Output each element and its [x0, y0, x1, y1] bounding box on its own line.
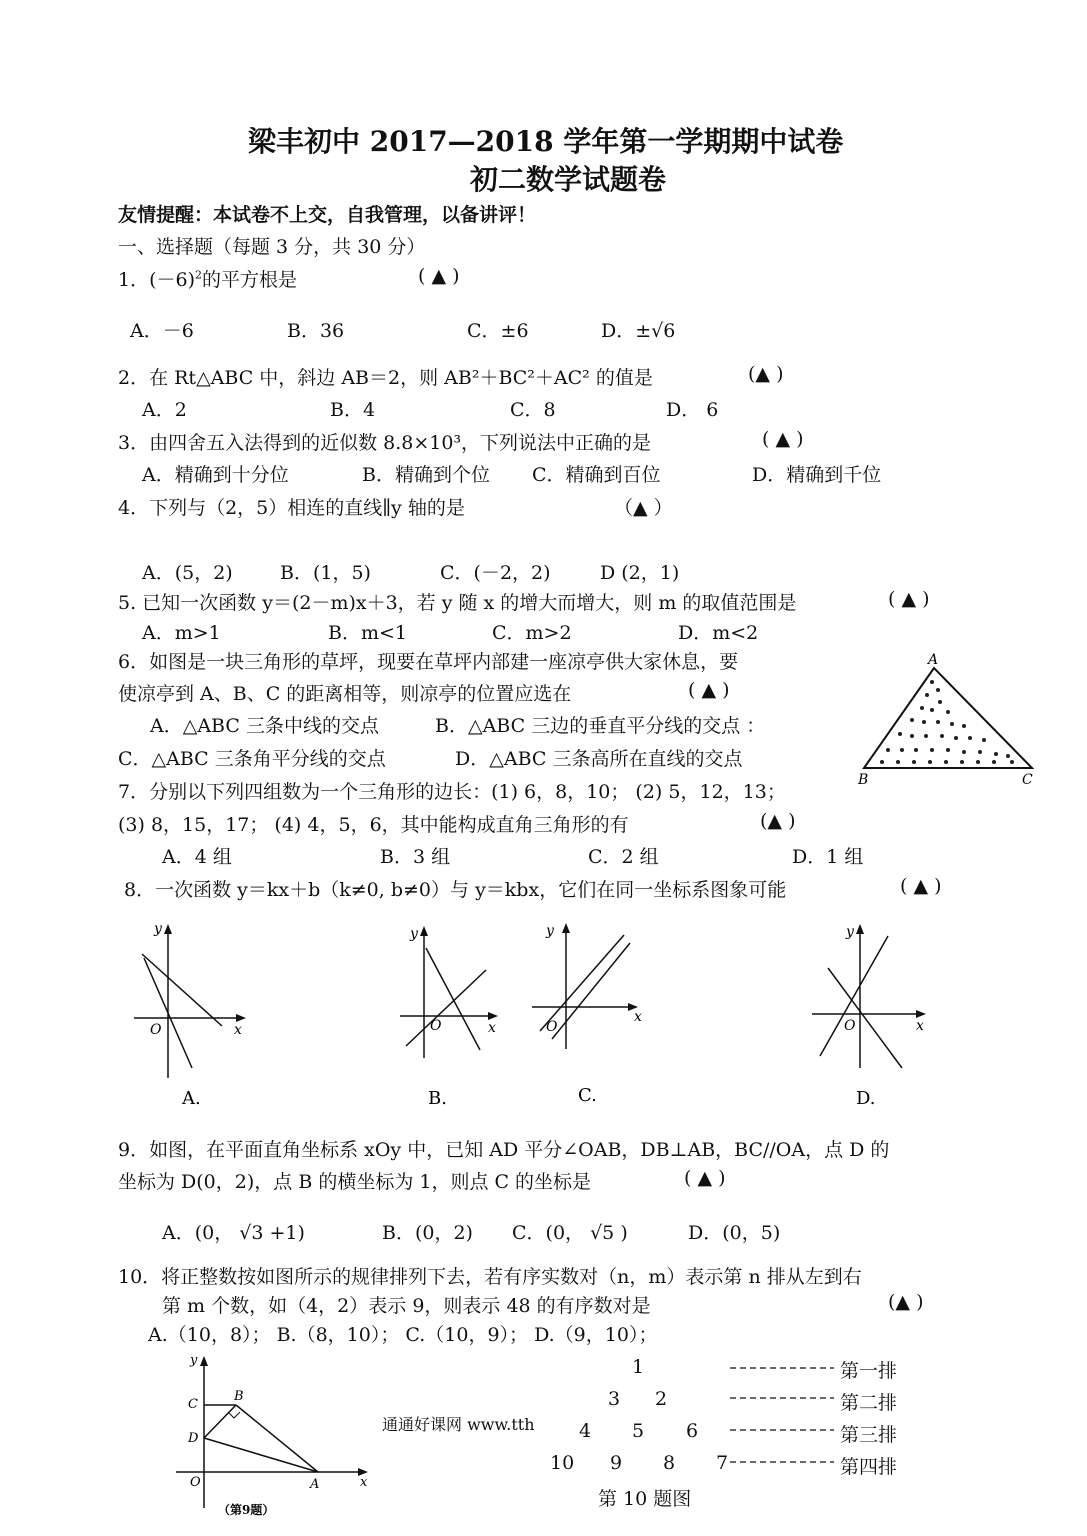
q1-option-c: C．±6 — [467, 320, 529, 342]
q10-row2-num2: 2 — [655, 1388, 668, 1410]
q10-row3-label: 第三排 — [840, 1424, 898, 1446]
q8-graph-d-origin-label: O — [844, 1018, 856, 1034]
q10-dashed-leaders — [728, 1358, 838, 1468]
q10-row2-label: 第二排 — [840, 1392, 898, 1414]
section-heading: 一、选择题（每题 3 分，共 30 分） — [118, 236, 426, 258]
q9-line1: 9．如图，在平面直角坐标系 xOy 中，已知 AD 平分∠OAB，DB⊥AB，BC//OA，点 D 的 — [118, 1139, 890, 1161]
q6-label-a: A — [928, 652, 939, 668]
q4-option-d: D (2，1) — [600, 562, 680, 584]
q9-fig-a-label: A — [310, 1477, 320, 1492]
page-title: 梁丰初中 2017—2018 学年第一学期期中试卷 — [248, 125, 844, 158]
q9-fig-y-label: y — [190, 1353, 198, 1368]
q1-option-a: A．－6 — [130, 320, 194, 342]
reminder-text: 友情提醒：本试卷不上交，自我管理，以备讲评！ — [118, 204, 537, 226]
q8-graph-c — [530, 915, 650, 1105]
q1-stem — [118, 265, 297, 292]
q2-option-b: B．4 — [330, 399, 376, 421]
q8-graph-b-y-label: y — [410, 926, 418, 942]
q2-option-c: C．8 — [510, 399, 556, 421]
q3-stem: 3．由四舍五入法得到的近似数 8.8×10³，下列说法中正确的是 — [118, 432, 652, 454]
q9-coordinate-figure — [168, 1350, 378, 1522]
q6-lawn-triangle-figure — [852, 650, 1042, 790]
q9-fig-d-label: D — [188, 1431, 199, 1446]
q6-option-d: D．△ABC 三条高所在直线的交点 — [455, 748, 743, 770]
q9-line2: 坐标为 D(0，2)，点 B 的横坐标为 1，则点 C 的坐标是 — [118, 1171, 592, 1193]
q1-option-b: B．36 — [287, 320, 345, 342]
q3-option-c: C．精确到百位 — [532, 464, 661, 486]
q10-row4-num4: 7 — [716, 1452, 729, 1474]
q9-option-d: D．(0，5) — [688, 1222, 781, 1244]
q8-graph-b-x-label: x — [488, 1020, 496, 1036]
q8-graph-d-label: D. — [856, 1088, 876, 1108]
q8-graph-c-origin-label: O — [546, 1019, 558, 1035]
q3-option-d: D．精确到千位 — [752, 464, 882, 486]
q10-row3-num2: 5 — [632, 1420, 645, 1442]
q8-graph-a-y-label: y — [154, 921, 162, 937]
q5-option-b: B．m<1 — [328, 622, 407, 644]
q6-answer-blank: ( ▲ ) — [688, 679, 730, 701]
q9-fig-caption: （第9题） — [218, 1503, 275, 1517]
q9-option-b: B．(0，2) — [382, 1222, 473, 1244]
q3-answer-blank: ( ▲ ) — [762, 428, 804, 450]
q8-graph-d-x-label: x — [916, 1018, 924, 1034]
q6-label-b: B — [858, 772, 869, 788]
q1-stem-exponent: 2 — [195, 268, 203, 282]
q5-option-a: A．m>1 — [142, 622, 221, 644]
q9-option-c: C．(0， √5 ) — [512, 1222, 628, 1244]
q7-answer-blank: (▲ ) — [760, 810, 796, 832]
q9-fig-x-label: x — [360, 1475, 368, 1490]
q8-graph-a-x-label: x — [234, 1022, 242, 1038]
q8-graph-c-y-label: y — [546, 923, 554, 939]
q2-stem: 2．在 Rt△ABC 中，斜边 AB＝2，则 AB²＋BC²＋AC² 的值是 — [118, 367, 653, 389]
q10-row1-num1: 1 — [632, 1356, 645, 1378]
q9-fig-c-label: C — [188, 1397, 198, 1412]
q10-row1-label: 第一排 — [840, 1360, 898, 1382]
q8-graph-a-origin-label: O — [150, 1022, 162, 1038]
q6-line2: 使凉亭到 A、B、C 的距离相等，则凉亭的位置应选在 — [118, 683, 572, 705]
q2-answer-blank: (▲ ) — [748, 363, 784, 385]
q10-line2: 第 m 个数，如（4，2）表示 9，则表示 48 的有序数对是 — [162, 1295, 651, 1317]
q9-option-a: A．(0， √3 +1) — [162, 1222, 305, 1244]
q7-line1: 7．分别以下列四组数为一个三角形的边长：(1) 6，8，10； (2) 5，12，13； — [118, 781, 786, 803]
q10-row4-num3: 8 — [663, 1452, 676, 1474]
q8-graph-d-y-label: y — [846, 924, 854, 940]
q5-answer-blank: ( ▲ ) — [888, 588, 930, 610]
q6-option-b: B．△ABC 三边的垂直平分线的交点 ： — [435, 715, 766, 737]
q4-option-c: C．(－2，2) — [440, 562, 551, 584]
q8-graph-b-label: B. — [428, 1088, 447, 1108]
q10-row4-num2: 9 — [610, 1452, 623, 1474]
q5-option-c: C．m>2 — [492, 622, 572, 644]
q6-label-c: C — [1022, 772, 1033, 788]
q6-option-c: C．△ABC 三条角平分线的交点 — [118, 748, 386, 770]
q10-row2-num1: 3 — [608, 1388, 621, 1410]
q10-options: A.（10，8）； B.（8，10）； C.（10，9）； D.（9，10）； — [148, 1324, 658, 1346]
q8-graph-c-x-label: x — [634, 1009, 642, 1025]
q6-line1: 6．如图是一块三角形的草坪，现要在草坪内部建一座凉亭供大家休息，要 — [118, 651, 739, 673]
q8-graph-a-label: A. — [182, 1088, 201, 1108]
q3-option-b: B．精确到个位 — [362, 464, 490, 486]
q7-option-b: B．3 组 — [380, 846, 451, 868]
q9-answer-blank: ( ▲ ) — [684, 1167, 726, 1189]
q4-option-a: A．(5，2) — [142, 562, 233, 584]
q7-option-a: A．4 组 — [162, 846, 232, 868]
q8-graph-d — [810, 918, 940, 1108]
q2-option-d: D． 6 — [666, 399, 719, 421]
q2-option-a: A．2 — [142, 399, 187, 421]
q3-option-a: A．精确到十分位 — [142, 464, 289, 486]
q4-answer-blank: （▲ ） — [614, 497, 673, 519]
q6-option-a: A．△ABC 三条中线的交点 — [150, 715, 379, 737]
q5-option-d: D．m<2 — [678, 622, 759, 644]
q10-figure-caption: 第 10 题图 — [598, 1488, 692, 1510]
q8-graph-a — [130, 918, 260, 1108]
q10-row4-label: 第四排 — [840, 1456, 898, 1478]
q10-line1: 10．将正整数按如图所示的规律排列下去，若有序实数对（n，m）表示第 n 排从左到右 — [118, 1266, 862, 1288]
q10-row3-num1: 4 — [579, 1420, 592, 1442]
q8-graph-c-label: C. — [578, 1085, 597, 1105]
q8-graph-b — [398, 918, 508, 1108]
q7-option-c: C．2 组 — [588, 846, 659, 868]
q10-row4-num1: 10 — [550, 1452, 575, 1474]
q9-fig-o-label: O — [190, 1475, 201, 1490]
q1-answer-blank: ( ▲ ) — [418, 265, 460, 287]
q1-stem-prefix: 1．(－6) — [118, 269, 196, 291]
q8-stem: 8．一次函数 y＝kx＋b（k≠0, b≠0）与 y＝kbx，它们在同一坐标系图象可能 — [124, 879, 787, 901]
page-subtitle: 初二数学试题卷 — [470, 163, 667, 196]
q4-option-b: B．(1，5) — [280, 562, 371, 584]
q7-line2: (3) 8，15，17； (4) 4，5，6，其中能构成直角三角形的有 — [118, 814, 629, 836]
q8-answer-blank: ( ▲ ) — [900, 875, 942, 897]
q1-stem-suffix: 的平方根是 — [202, 269, 298, 291]
q1-option-d: D．±√6 — [601, 320, 676, 342]
q7-option-d: D．1 组 — [792, 846, 864, 868]
q5-stem: 5. 已知一次函数 y＝(2－m)x＋3，若 y 随 x 的增大而增大，则 m 的取值范围是 — [118, 592, 797, 614]
q4-stem: 4．下列与（2，5）相连的直线∥y 轴的是 — [118, 497, 465, 519]
q9-fig-b-label: B — [234, 1389, 244, 1404]
watermark-text: 通通好课网 www.tth — [382, 1415, 535, 1434]
q10-answer-blank: (▲ ) — [888, 1291, 924, 1313]
q10-row3-num3: 6 — [686, 1420, 699, 1442]
q8-graph-b-origin-label: O — [430, 1018, 442, 1034]
